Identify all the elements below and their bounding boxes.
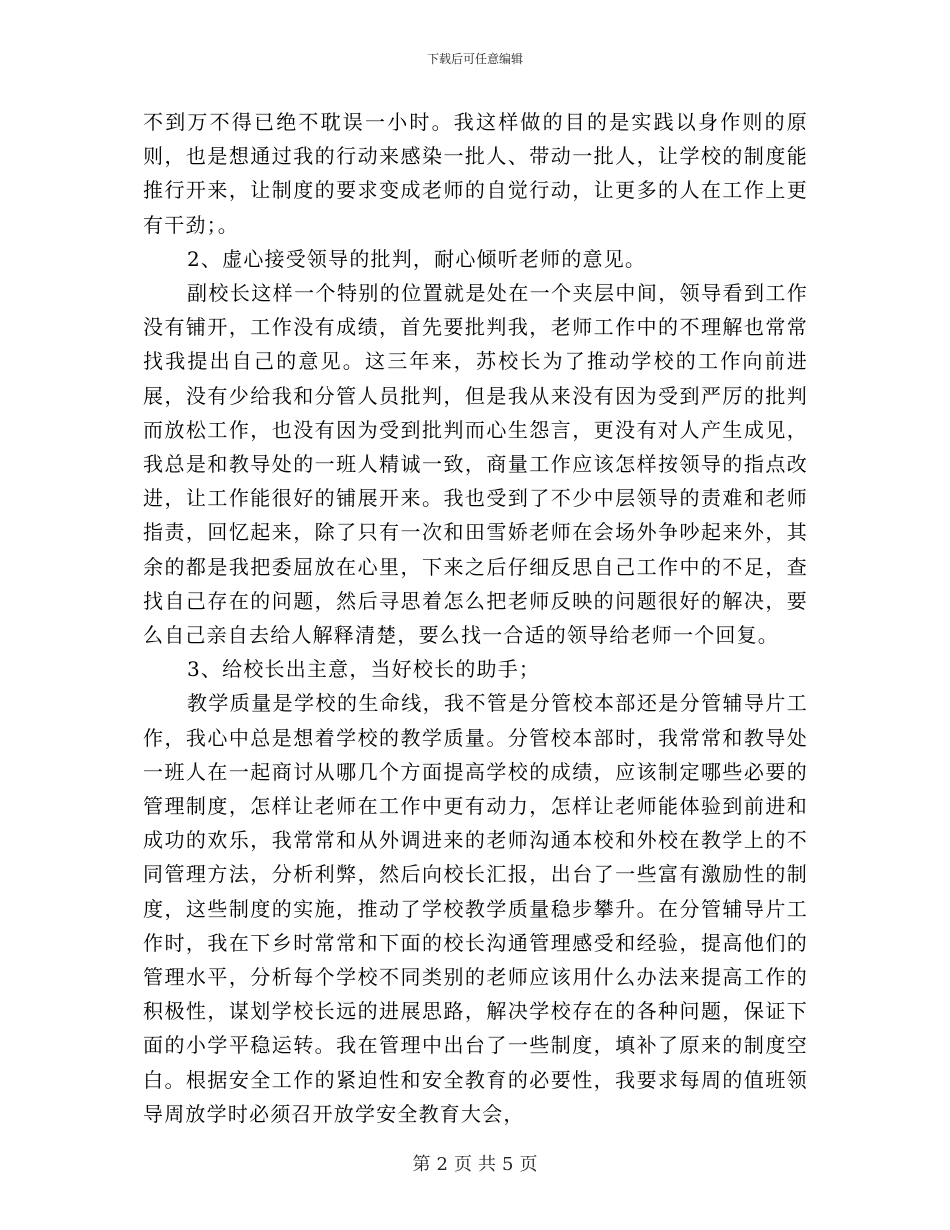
section-heading-2: 2、虚心接受领导的批判，耐心倾听老师的意见。	[187, 246, 647, 271]
section-heading-3: 3、给校长出主意，当好校长的助手；	[187, 657, 541, 682]
footer-prefix: 第	[412, 1154, 431, 1175]
document-body	[143, 105, 808, 1131]
footer-suffix: 页	[519, 1154, 538, 1175]
page-number-footer	[0, 1153, 950, 1177]
footer-total-pages: 5	[502, 1154, 514, 1175]
paragraph-continuation: 不到万不得已绝不耽误一小时。我这样做的目的是实践以身作则的原则，也是想通过我的行动来感染一批人、带动一批人，让学校的制度能推行开来，让制度的要求变成老师的自觉行动，让更多的人在工作上更有干劲；。	[143, 110, 808, 237]
paragraph: 副校长这样一个特别的位置就是处在一个夹层中间，领导看到工作没有铺开，工作没有成绩，首先要批判我，老师工作中的不理解也常常找我提出自己的意见。这三年来，苏校长为了推动学校的工作向前进展，没有少给我和分管人员批判，但是我从来没有因为受到严厉的批判而放松工作，也没有因为受到批判而心生怨言，更没有对人产生成见，我总是和教导处的一班人精诚一致，商量工作应该怎样按领导的指点改进，让工作能很好的铺展开来。我也受到了不少中层领导的责难和老师指责，回忆起来，除了只有一次和田雪娇老师在会场外争吵起来外，其余的都是我把委屈放在心里，下来之后仔细反思自己工作中的不足，查找自己存在的问题，然后寻思着怎么把老师反映的问题很好的解决，要么自己亲自去给人解释清楚，要么找一合适的领导给老师一个回复。	[143, 281, 808, 648]
footer-of-label: 共	[478, 1154, 496, 1175]
page-header-note: 下载后可任意编辑	[426, 52, 523, 66]
footer-middle: 页	[454, 1154, 472, 1175]
footer-current-page: 2	[436, 1154, 448, 1175]
paragraph: 教学质量是学校的生命线，我不管是分管校本部还是分管辅导片工作，我心中总是想着学校的教学质量。分管校本部时，我常常和教导处一班人在一起商讨从哪几个方面提高学校的成绩，应该制定哪些必要的管理制度，怎样让老师在工作中更有动力，怎样让老师能体验到前进和成功的欢乐，我常常和从外调进来的老师沟通本校和外校在教学上的不同管理方法，分析利弊，然后向校长汇报，出台了一些富有激励性的制度，这些制度的实施，推动了学校教学质量稳步攀升。在分管辅导片工作时，我在下乡时常常和下面的校长沟通管理感受和经验，提高他们的管理水平，分析每个学校不同类别的老师应该用什么办法来提高工作的积极性，谋划学校长远的进展思路，解决学校存在的各种问题，保证下面的小学平稳运转。我在管理中出台了一些制度，填补了原来的制度空白。根据安全工作的紧迫性和安全教育的必要性，我要求每周的值班领导周放学时必须召开放学安全教育大会，	[143, 691, 808, 1126]
